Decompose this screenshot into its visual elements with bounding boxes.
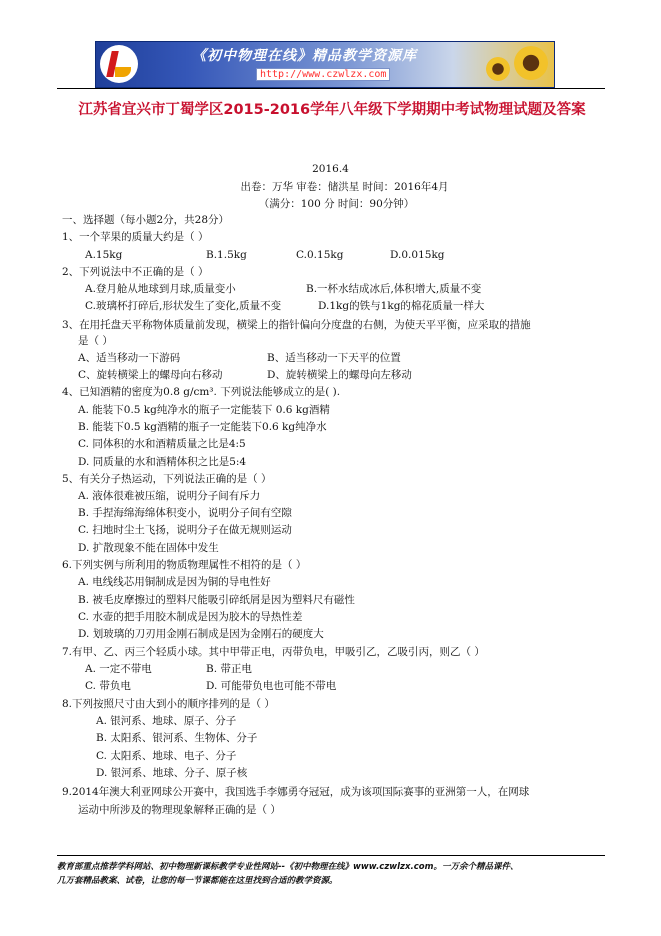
question-6-stem: 6.下列实例与所利用的物质物理属性不相符的是（ ） — [62, 559, 307, 571]
question-7-option-a: A. 一定不带电 — [85, 663, 152, 675]
question-8-option-c: C. 太阳系、地球、电子、分子 — [96, 750, 237, 762]
question-6-option-b: B. 被毛皮摩擦过的塑料尺能吸引碎纸屑是因为塑料尺有磁性 — [78, 594, 355, 606]
footer-line-1: 教育部重点推荐学科网站、初中物理新课标教学专业性网站--《初中物理在线》www.czwlzx.com。一万余个精品课件、 — [57, 862, 519, 872]
question-3-stem-cont: 是（ ） — [78, 335, 113, 347]
exam-authors: 出卷：万华 审卷：储洪星 时间：2016年4月 — [240, 181, 449, 193]
question-2-option-c: C.玻璃杯打碎后,形状发生了变化,质量不变 — [85, 300, 282, 312]
sunflower-icon — [486, 57, 510, 81]
question-9-stem: 9.2014年澳大利亚网球公开赛中，我国选手李娜勇夺冠冠，成为该项国际赛事的亚洲第一人，在网球 — [62, 786, 530, 798]
question-6-option-c: C. 水壶的把手用胶木制成是因为胶木的导热性差 — [78, 611, 303, 623]
question-4-option-d: D. 同质量的水和酒精体积之比是5:4 — [78, 456, 247, 468]
question-1-option-c: C.0.15kg — [296, 249, 344, 261]
footer-line-2: 几万套精品教案、试卷，让您的每一节课都能在这里找到合适的教学资源。 — [57, 876, 338, 886]
footer-promo — [57, 860, 605, 888]
exam-score-time: （满分：100 分 时间：90分钟） — [258, 198, 415, 210]
question-2-option-a: A.登月舱从地球到月球,质量变小 — [85, 283, 236, 295]
question-1-option-a: A.15kg — [85, 249, 123, 261]
banner-title: 《初中物理在线》精品教学资源库 — [192, 48, 417, 64]
question-2-stem: 2、下列说法中不正确的是（ ） — [62, 266, 209, 278]
question-8-stem: 8.下列按照尺寸由大到小的顺序排列的是（ ） — [62, 698, 275, 710]
question-2-option-b: B.一杯水结成冰后,体积增大,质量不变 — [306, 283, 482, 295]
question-4-stem: 4、已知酒精的密度为0.8 g/cm³. 下列说法能够成立的是( ). — [62, 386, 341, 398]
question-5-option-a: A. 液体很难被压缩，说明分子间有斥力 — [78, 490, 261, 502]
question-5-stem: 5、有关分子热运动，下列说法正确的是（ ） — [62, 473, 272, 485]
question-3-option-d: D、旋转横梁上的螺母向左移动 — [267, 369, 412, 381]
document-title: 江苏省宜兴市丁蜀学区2015-2016学年八年级下学期期中考试物理试题及答案 — [78, 102, 586, 118]
header-divider — [57, 88, 605, 89]
question-6-option-d: D. 划玻璃的刀刃用金刚石制成是因为金刚石的硬度大 — [78, 628, 324, 640]
question-6-option-a: A. 电线线芯用铜制成是因为铜的导电性好 — [78, 576, 271, 588]
question-1-option-d: D.0.015kg — [390, 249, 445, 261]
site-logo — [100, 45, 138, 83]
question-5-option-c: C. 扫地时尘土飞扬，说明分子在做无规则运动 — [78, 524, 292, 536]
question-5-option-b: B. 手捏海绵海绵体积变小，说明分子间有空隙 — [78, 507, 292, 519]
question-3-option-c: C、旋转横梁上的螺母向右移动 — [78, 369, 223, 381]
header-banner[interactable] — [95, 41, 555, 88]
section-heading: 一、选择题（每小题2分，共28分） — [62, 214, 230, 226]
question-8-option-b: B. 太阳系、银河系、生物体、分子 — [96, 732, 258, 744]
sunflower-icon — [514, 46, 548, 80]
banner-url-link[interactable]: http://www.czwlzx.com — [256, 68, 390, 81]
question-9-stem-cont: 运动中所涉及的物理现象解释正确的是（ ） — [78, 804, 281, 816]
question-3-option-a: A、适当移动一下游码 — [78, 352, 181, 364]
question-7-option-d: D. 可能带负电也可能不带电 — [206, 680, 337, 692]
question-8-option-d: D. 银河系、地球、分子、原子核 — [96, 767, 248, 779]
question-1-option-b: B.1.5kg — [206, 249, 247, 261]
question-4-option-c: C. 同体积的水和酒精质量之比是4:5 — [78, 438, 246, 450]
question-4-option-b: B. 能装下0.5 kg酒精的瓶子一定能装下0.6 kg纯净水 — [78, 421, 327, 433]
question-4-option-a: A. 能装下0.5 kg纯净水的瓶子一定能装下 0.6 kg酒精 — [78, 404, 330, 416]
exam-date: 2016.4 — [312, 163, 349, 175]
question-2-option-d: D.1kg的铁与1kg的棉花质量一样大 — [318, 300, 485, 312]
question-3-stem: 3、在用托盘天平称物体质量前发现，横梁上的指针偏向分度盘的右侧，为使天平平衡，应采取的措施 — [62, 319, 531, 331]
question-7-option-c: C. 带负电 — [85, 680, 131, 692]
question-3-option-b: B、适当移动一下天平的位置 — [267, 352, 401, 364]
footer-divider — [57, 855, 605, 856]
question-5-option-d: D. 扩散现象不能在固体中发生 — [78, 542, 219, 554]
question-7-stem: 7.有甲、乙、丙三个轻质小球。其中甲带正电，丙带负电，甲吸引乙，乙吸引丙，则乙（ ） — [62, 646, 485, 658]
question-8-option-a: A. 银河系、地球、原子、分子 — [96, 715, 237, 727]
question-7-option-b: B. 带正电 — [206, 663, 252, 675]
question-1-stem: 1、一个苹果的质量大约是（ ） — [62, 231, 209, 243]
